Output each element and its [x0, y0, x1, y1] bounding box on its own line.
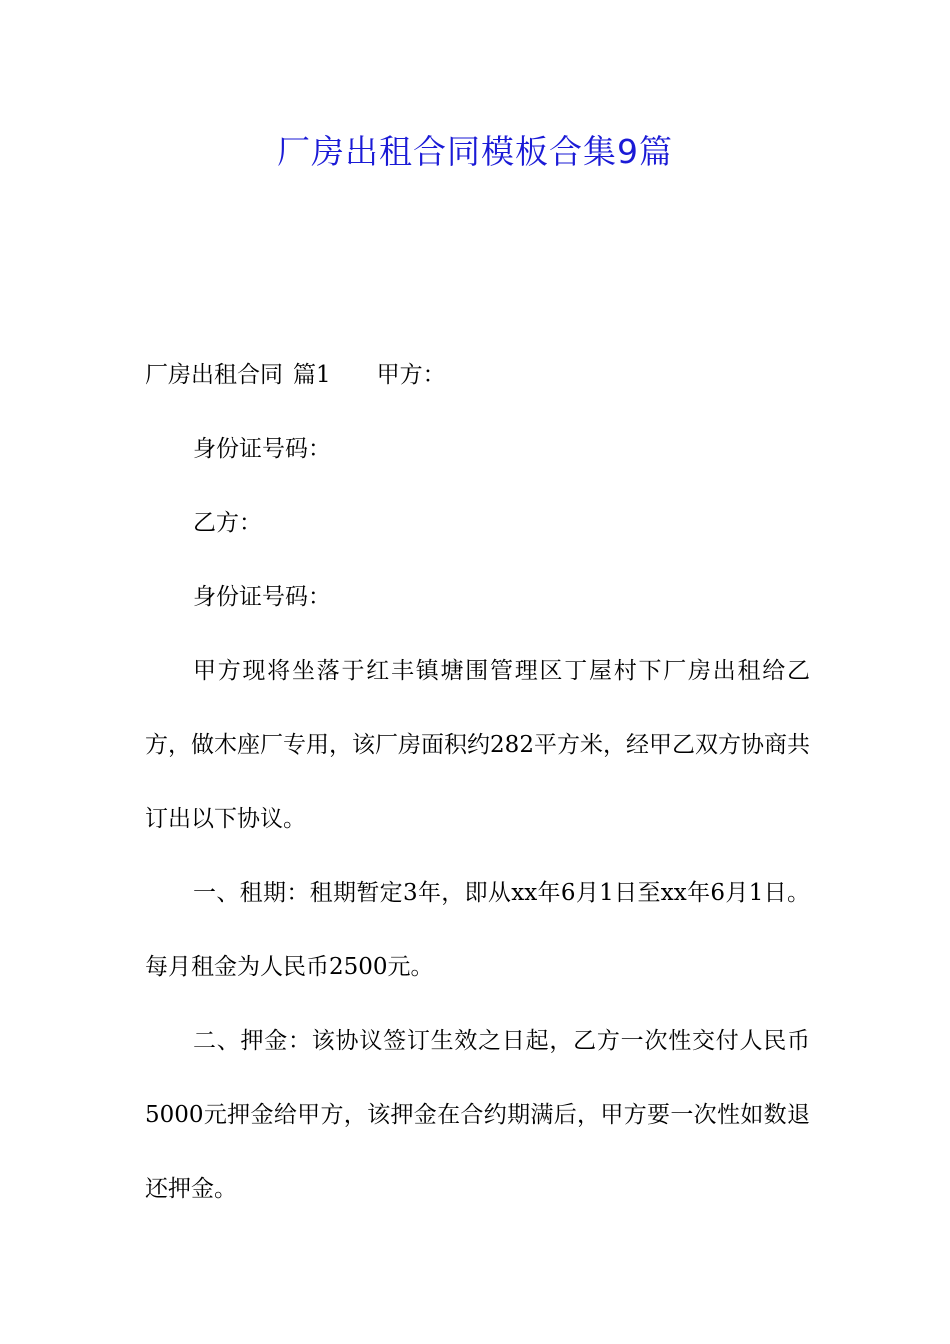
- clause-lease-term: 一、租期：租期暂定3年，即从xx年6月1日至xx年6月1日。每月租金为人民币2500元。: [145, 880, 810, 980]
- contract-heading: 厂房出租合同: [145, 362, 283, 388]
- party-a-id-number: 身份证号码：: [193, 436, 331, 462]
- party-b-label: 乙方：: [193, 510, 262, 536]
- document-body: [145, 338, 810, 1226]
- document-title: 厂房出租合同模板合集9篇: [277, 132, 673, 171]
- section-label: 篇1: [293, 362, 331, 388]
- intro-paragraph: 甲方现将坐落于红丰镇塘围管理区丁屋村下厂房出租给乙方，做木座厂专用，该厂房面积约282平方米，经甲乙双方协商共订出以下协议。: [145, 658, 810, 832]
- contract-heading-line: [145, 338, 810, 412]
- party-b-id-number: 身份证号码：: [193, 584, 331, 610]
- clause-deposit: 二、押金：该协议签订生效之日起，乙方一次性交付人民币5000元押金给甲方，该押金在合约期满后，甲方要一次性如数退还押金。: [145, 1028, 810, 1202]
- party-a-label: 甲方：: [376, 362, 446, 388]
